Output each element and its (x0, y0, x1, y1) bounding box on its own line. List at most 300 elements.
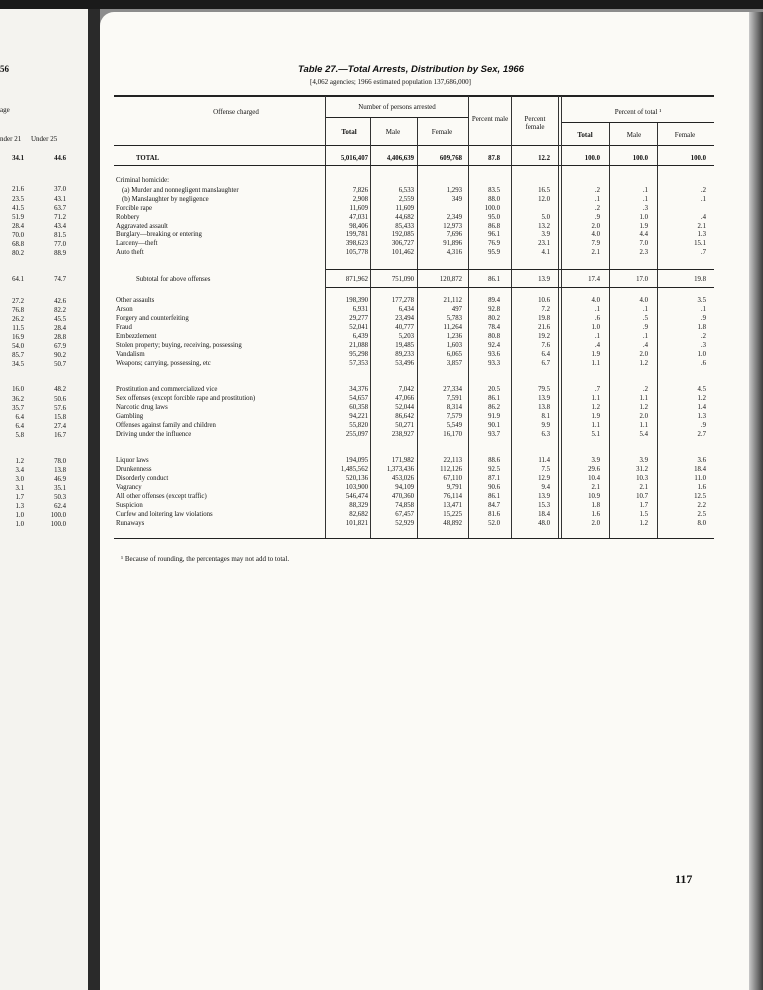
left-page-under25-cell: 88.9 (54, 250, 66, 257)
cell-total: 11,609 (349, 205, 368, 212)
left-page-under25-cell: 100.0 (50, 512, 66, 519)
cell-male: 2,559 (398, 196, 414, 203)
cell-total: 7,826 (352, 187, 368, 194)
left-page-under21-cell: 3.4 (15, 467, 24, 474)
scan-top-edge (0, 0, 763, 9)
offense-label: Burglary—breaking or entering (116, 231, 202, 238)
cell-pt-male: 31.2 (636, 466, 648, 473)
cell-male: 171,982 (391, 457, 414, 464)
offense-label: Robbery (116, 214, 140, 221)
offense-label: Gambling (116, 413, 144, 420)
left-page-under21-cell: 34.5 (12, 361, 24, 368)
col-rule (325, 96, 326, 538)
left-page-under25-cell: 42.6 (54, 298, 66, 305)
cell-pct-male: 83.5 (488, 187, 500, 194)
cell-total: 34,376 (349, 386, 368, 393)
cell-total: 198,390 (345, 297, 368, 304)
left-page-under21-cell: 34.1 (12, 155, 24, 162)
cell-pt-total: 2.0 (591, 520, 600, 527)
cell-pt-female: 2.7 (697, 431, 706, 438)
offense-label: Drunkenness (116, 466, 152, 473)
left-page-under25-cell: 16.7 (54, 432, 66, 439)
cell-male: 44,682 (395, 214, 414, 221)
cell-pct-female: 15.3 (538, 502, 550, 509)
left-page-under25-cell: 15.8 (54, 414, 66, 421)
cell-female: 91,896 (443, 240, 462, 247)
cell-pt-male: .1 (642, 306, 648, 313)
cell-pct-male: 92.5 (488, 466, 500, 473)
cell-pct-male: 95.9 (488, 249, 500, 256)
offense-label: Prostitution and commercialized vice (116, 386, 218, 393)
cell-pt-female: 12.5 (694, 493, 706, 500)
header-pt-total: Total (577, 131, 593, 139)
cell-male: 19,485 (395, 342, 414, 349)
left-page-header-under25: Under 25 (31, 135, 58, 143)
cell-female: 15,225 (443, 511, 462, 518)
cell-pt-total: 1.6 (591, 511, 600, 518)
cell-pt-male: 4.4 (639, 231, 648, 238)
percent-group-rule (561, 122, 714, 123)
cell-pt-male: .9 (642, 324, 648, 331)
cell-pct-male: 81.6 (488, 511, 500, 518)
left-page-number: 56 (0, 64, 9, 74)
cell-pt-female: 1.3 (697, 413, 706, 420)
cell-male: 85,433 (395, 223, 414, 230)
cell-male: 238,927 (391, 431, 414, 438)
cell-pct-female: 4.1 (541, 249, 550, 256)
cell-male: 4,406,639 (386, 155, 414, 162)
left-page-under21-cell: 28.4 (12, 223, 24, 230)
cell-total: 101,821 (345, 520, 368, 527)
cell-pct-female: 13.9 (538, 276, 550, 283)
cell-pt-female: .1 (700, 196, 706, 203)
offense-label: Vandalism (116, 351, 145, 358)
cell-pct-male: 80.8 (488, 333, 500, 340)
page-number: 117 (675, 872, 693, 886)
total-rule (114, 165, 714, 166)
header-offense: Offense charged (213, 108, 259, 116)
cell-pct-female: 23.1 (538, 240, 550, 247)
cell-pct-male: 100.0 (484, 205, 500, 212)
cell-total: 55,820 (349, 422, 368, 429)
cell-pt-male: 1.0 (639, 214, 648, 221)
cell-pt-male: 1.2 (639, 360, 648, 367)
cell-pt-male: .1 (642, 196, 648, 203)
col-rule (468, 96, 469, 538)
cell-female: 497 (451, 306, 462, 313)
left-page-under25-cell: 27.4 (54, 423, 66, 430)
left-page-under25-cell: 48.2 (54, 386, 66, 393)
cell-pct-male: 92.8 (488, 306, 500, 313)
page-gutter (88, 9, 100, 990)
cell-pct-female: 12.0 (538, 196, 550, 203)
cell-pt-female: 1.6 (697, 484, 706, 491)
cell-male: 470,360 (391, 493, 414, 500)
cell-pct-male: 86.8 (488, 223, 500, 230)
cell-female: 120,872 (439, 276, 462, 283)
cell-pt-male: 1.1 (639, 422, 648, 429)
cell-pt-female: .6 (700, 360, 706, 367)
left-page-under21-cell: 36.2 (12, 396, 24, 403)
header-pt-female: Female (674, 131, 696, 139)
cell-pt-female: 18.4 (694, 466, 706, 473)
cell-male: 7,042 (398, 386, 414, 393)
left-page-under21-cell: 16.9 (12, 334, 24, 341)
left-page-under25-cell: 67.9 (54, 343, 66, 350)
left-page-under25-cell: 28.8 (54, 334, 66, 341)
cell-pt-female: 1.0 (697, 351, 706, 358)
cell-pct-male: 86.2 (488, 404, 500, 411)
cell-total: 52,041 (349, 324, 368, 331)
cell-female: 1,293 (446, 187, 462, 194)
cell-male: 23,494 (395, 315, 414, 322)
left-page-under21-cell: 1.0 (15, 521, 24, 528)
left-page-under25-cell: 74.7 (54, 276, 66, 283)
header-total: Total (341, 128, 357, 136)
cell-pt-total: .2 (594, 205, 600, 212)
left-page-under21-cell: 1.2 (15, 458, 24, 465)
cell-pct-female: 9.4 (541, 484, 550, 491)
left-page-under25-cell: 44.6 (54, 155, 66, 162)
cell-female: 4,316 (446, 249, 462, 256)
cell-pct-female: 13.9 (538, 493, 550, 500)
cell-pt-total: .6 (594, 315, 600, 322)
cell-pt-total: 10.9 (588, 493, 600, 500)
cell-pct-male: 91.9 (488, 413, 500, 420)
cell-pt-male: 1.9 (639, 223, 648, 230)
offense-label: Driving under the influence (116, 431, 192, 438)
left-page-under21-cell: 35.7 (12, 405, 24, 412)
cell-total: 546,474 (345, 493, 368, 500)
cell-pct-female: 10.6 (538, 297, 550, 304)
cell-total: 398,623 (345, 240, 368, 247)
offense-label: Forgery and counterfeiting (116, 315, 189, 322)
left-page-under25-cell: 35.1 (54, 485, 66, 492)
cell-male: 5,203 (398, 333, 414, 340)
cell-pct-female: 6.4 (541, 351, 550, 358)
cell-pt-total: .4 (594, 342, 600, 349)
cell-pt-total: 1.1 (591, 395, 600, 402)
cell-pct-female: 11.4 (538, 457, 550, 464)
cell-total: 82,682 (349, 511, 368, 518)
footnote: ¹ Because of rounding, the percentages may not add to total. (121, 555, 290, 563)
document-page (100, 12, 763, 990)
cell-total: 98,406 (349, 223, 368, 230)
cell-pct-male: 89.4 (488, 297, 500, 304)
cell-female: 12,973 (443, 223, 462, 230)
cell-pct-male: 20.5 (488, 386, 500, 393)
col-rule (558, 96, 559, 538)
cell-pt-total: .1 (594, 333, 600, 340)
left-page-under25-cell: 77.0 (54, 241, 66, 248)
cell-pt-total: .2 (594, 187, 600, 194)
cell-pt-female: 1.2 (697, 395, 706, 402)
cell-male: 74,858 (395, 502, 414, 509)
scan-right-edge (749, 12, 763, 990)
cell-total: 194,095 (345, 457, 368, 464)
cell-pt-male: 7.0 (639, 240, 648, 247)
offense-label: All other offenses (except traffic) (116, 493, 207, 500)
left-page-under21-cell: 26.2 (12, 316, 24, 323)
cell-pt-male: 2.0 (639, 413, 648, 420)
cell-pt-total: 4.0 (591, 297, 600, 304)
cell-pt-total: 1.9 (591, 413, 600, 420)
left-page-under21-cell: 1.0 (15, 512, 24, 519)
cell-pt-female: .9 (700, 315, 706, 322)
cell-pct-female: 18.4 (538, 511, 550, 518)
left-page-under21-cell: 70.0 (12, 232, 24, 239)
cell-total: 29,277 (349, 315, 368, 322)
cell-total: 199,781 (345, 231, 368, 238)
cell-total: 57,353 (349, 360, 368, 367)
cell-pt-female: 2.5 (697, 511, 706, 518)
cell-pct-female: 19.8 (538, 315, 550, 322)
cell-pt-total: .1 (594, 196, 600, 203)
table-title: Table 27.—Total Arrests, Distribution by Sex, 1966 (298, 64, 524, 75)
left-page-under25-cell: 81.5 (54, 232, 66, 239)
cell-pt-male: 4.0 (639, 297, 648, 304)
cell-pt-total: 3.9 (591, 457, 600, 464)
cell-female: 7,579 (446, 413, 462, 420)
cell-pt-female: 2.1 (697, 223, 706, 230)
cell-pct-female: 19.2 (538, 333, 550, 340)
cell-male: 47,066 (395, 395, 414, 402)
left-page-under21-cell: 68.8 (12, 241, 24, 248)
left-page (0, 9, 88, 990)
cell-male: 101,462 (391, 249, 414, 256)
left-page-under21-cell: 3.0 (15, 476, 24, 483)
cell-pt-female: .3 (700, 342, 706, 349)
offense-label: Embezzlement (116, 333, 157, 340)
offense-label: Suspicion (116, 502, 143, 509)
cell-male: 192,085 (391, 231, 414, 238)
cell-total: 5,016,407 (340, 155, 368, 162)
col-rule (370, 118, 371, 538)
cell-male: 67,457 (395, 511, 414, 518)
offense-label: (a) Murder and nonnegligent manslaughter (122, 187, 239, 194)
cell-male: 40,777 (395, 324, 414, 331)
cell-female: 6,065 (446, 351, 462, 358)
left-page-under25-cell: 37.0 (54, 186, 66, 193)
cell-pct-male: 90.6 (488, 484, 500, 491)
left-page-under25-cell: 50.3 (54, 494, 66, 501)
left-page-under21-cell: 85.7 (12, 352, 24, 359)
cell-total: 871,962 (345, 276, 368, 283)
cell-pt-total: 2.1 (591, 484, 600, 491)
cell-female: 609,768 (439, 155, 462, 162)
cell-pt-male: 2.1 (639, 484, 648, 491)
header-percent-male: Percent male (471, 115, 509, 123)
cell-male: 177,278 (391, 297, 414, 304)
left-page-under25-cell: 43.1 (54, 196, 66, 203)
header-number-group: Number of persons arrested (358, 103, 436, 111)
cell-pct-male: 92.4 (488, 342, 500, 349)
cell-female: 27,334 (443, 386, 462, 393)
cell-pt-male: 1.2 (639, 520, 648, 527)
cell-male: 6,434 (398, 306, 414, 313)
cell-pct-female: 79.5 (538, 386, 550, 393)
offense-label: Curfew and loitering law violations (116, 511, 213, 518)
cell-pct-female: 3.9 (541, 231, 550, 238)
left-page-under21-cell: 6.4 (15, 414, 24, 421)
left-page-header-under21: nder 21 (0, 135, 22, 143)
offense-label: Liquor laws (116, 457, 149, 464)
cell-female: 112,126 (440, 466, 462, 473)
cell-pct-male: 84.7 (488, 502, 500, 509)
cell-male: 89,233 (395, 351, 414, 358)
cell-pct-female: 16.5 (538, 187, 550, 194)
cell-pct-female: 7.2 (541, 306, 550, 313)
cell-pt-female: 4.5 (697, 386, 706, 393)
cell-male: 52,044 (395, 404, 414, 411)
cell-male: 53,496 (395, 360, 414, 367)
subtotal-top-rule (326, 269, 714, 270)
cell-total: 21,088 (349, 342, 368, 349)
cell-pt-total: 2.0 (591, 223, 600, 230)
cell-pt-female: 3.6 (697, 457, 706, 464)
left-page-under21-cell: 1.7 (15, 494, 24, 501)
cell-female: 3,857 (446, 360, 462, 367)
cell-pt-total: 1.9 (591, 351, 600, 358)
cell-male: 751,090 (391, 276, 414, 283)
cell-pt-male: .3 (642, 205, 648, 212)
header-female: Female (431, 128, 453, 136)
cell-female: 9,791 (446, 484, 462, 491)
left-page-under25-cell: 50.6 (54, 396, 66, 403)
cell-pct-female: 8.1 (541, 413, 550, 420)
offense-label: Criminal homicide: (116, 177, 170, 184)
offense-label: Weapons; carrying, possessing, etc (116, 360, 211, 367)
cell-total: 255,097 (345, 431, 368, 438)
cell-female: 1,603 (446, 342, 462, 349)
cell-pt-female: .2 (700, 187, 706, 194)
offense-label: Sex offenses (except forcible rape and prostitution) (116, 395, 256, 402)
cell-pt-total: 1.1 (591, 422, 600, 429)
cell-female: 21,112 (443, 297, 462, 304)
left-page-under21-cell: 5.8 (15, 432, 24, 439)
left-page-under25-cell: 28.4 (54, 325, 66, 332)
cell-pt-total: 100.0 (584, 155, 600, 162)
left-page-under21-cell: 51.9 (12, 214, 24, 221)
cell-pt-total: 4.0 (591, 231, 600, 238)
cell-male: 1,373,436 (386, 466, 414, 473)
cell-pct-female: 6.3 (541, 431, 550, 438)
offense-label: Vagrancy (116, 484, 142, 491)
offense-label: Other assaults (116, 297, 155, 304)
cell-total: 6,439 (352, 333, 368, 340)
cell-male: 6,533 (398, 187, 414, 194)
cell-pt-total: 5.1 (591, 431, 600, 438)
cell-pt-female: 100.0 (690, 155, 706, 162)
cell-pct-female: 48.0 (538, 520, 550, 527)
cell-pt-female: 1.4 (697, 404, 706, 411)
subtotal-bottom-rule (326, 287, 714, 288)
cell-total: 88,329 (349, 502, 368, 509)
offense-label: Narcotic drug laws (116, 404, 168, 411)
cell-pct-female: 12.2 (538, 155, 550, 162)
cell-pt-total: 10.4 (588, 475, 600, 482)
cell-pct-male: 86.1 (488, 276, 500, 283)
offense-label: Auto theft (116, 249, 144, 256)
cell-pct-female: 13.2 (538, 223, 550, 230)
cell-pt-female: .4 (700, 214, 706, 221)
cell-female: 13,471 (443, 502, 462, 509)
cell-pt-male: 100.0 (632, 155, 648, 162)
cell-pt-total: 1.0 (591, 324, 600, 331)
cell-pt-female: .9 (700, 422, 706, 429)
cell-total: 95,298 (349, 351, 368, 358)
cell-male: 306,727 (391, 240, 414, 247)
left-page-under25-cell: 62.4 (54, 503, 66, 510)
cell-pct-male: 86.1 (488, 493, 500, 500)
cell-pt-male: 3.9 (639, 457, 648, 464)
cell-pt-male: .5 (642, 315, 648, 322)
cell-pct-female: 13.8 (538, 404, 550, 411)
cell-male: 50,271 (395, 422, 414, 429)
left-page-under21-cell: 21.6 (12, 186, 24, 193)
cell-male: 86,642 (395, 413, 414, 420)
cell-pt-total: .7 (594, 386, 600, 393)
cell-female: 7,696 (446, 231, 462, 238)
cell-total: 6,931 (352, 306, 368, 313)
col-rule (657, 123, 658, 538)
col-rule (609, 123, 610, 538)
header-percent-female: Percent female (524, 115, 546, 131)
cell-total: 1,485,562 (340, 466, 368, 473)
cell-pct-female: 7.5 (541, 466, 550, 473)
cell-pt-total: 1.1 (591, 360, 600, 367)
cell-total: 47,031 (349, 214, 368, 221)
cell-pct-female: 13.9 (538, 395, 550, 402)
cell-pt-male: 1.2 (639, 404, 648, 411)
offense-label: Stolen property; buying, receiving, possessing (116, 342, 242, 349)
cell-pt-total: 2.1 (591, 249, 600, 256)
cell-female: 5,549 (446, 422, 462, 429)
cell-female: 2,349 (446, 214, 462, 221)
offense-label: (b) Manslaughter by negligence (122, 196, 209, 203)
left-page-under25-cell: 46.9 (54, 476, 66, 483)
table-subtitle: [4,062 agencies; 1966 estimated population 137,686,000] (310, 78, 471, 86)
left-page-under25-cell: 90.2 (54, 352, 66, 359)
cell-pt-male: 1.1 (639, 395, 648, 402)
left-page-under21-cell: 23.5 (12, 196, 24, 203)
cell-pct-male: 78.4 (488, 324, 500, 331)
cell-pct-male: 87.1 (488, 475, 500, 482)
cell-pt-male: 10.3 (636, 475, 648, 482)
left-page-under21-cell: 16.0 (12, 386, 24, 393)
cell-total: 60,358 (349, 404, 368, 411)
left-page-under25-cell: 71.2 (54, 214, 66, 221)
left-page-under21-cell: 64.1 (12, 276, 24, 283)
cell-male: 453,026 (391, 475, 414, 482)
cell-pt-female: .2 (700, 333, 706, 340)
left-page-under25-cell: 13.8 (54, 467, 66, 474)
left-page-under25-cell: 45.5 (54, 316, 66, 323)
cell-pct-male: 86.1 (488, 395, 500, 402)
cell-pct-male: 93.6 (488, 351, 500, 358)
cell-total: 520,136 (345, 475, 368, 482)
cell-pt-male: 1.5 (639, 511, 648, 518)
offense-label: Subtotal for above offenses (136, 276, 211, 283)
cell-pt-total: 17.4 (588, 276, 600, 283)
left-page-under25-cell: 43.4 (54, 223, 66, 230)
cell-pct-male: 95.0 (488, 214, 500, 221)
offense-label: Forcible rape (116, 205, 153, 212)
left-page-under25-cell: 57.6 (54, 405, 66, 412)
col-rule (417, 118, 418, 538)
cell-female: 48,892 (443, 520, 462, 527)
offense-label: Offenses against family and children (116, 422, 216, 429)
